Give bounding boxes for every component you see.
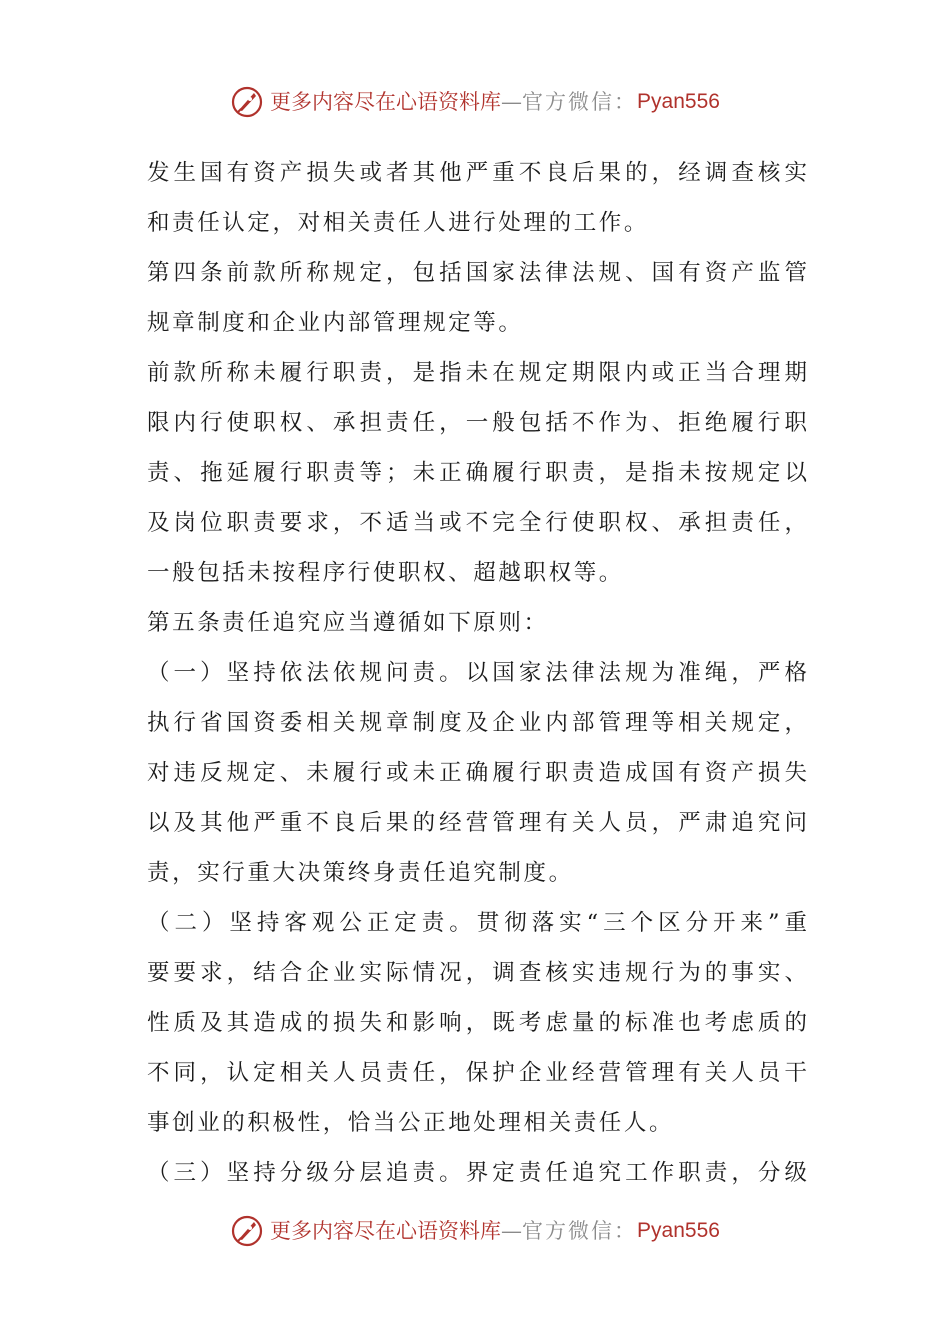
text-line: 限内行使职权、承担责任，一般包括不作为、拒绝履行职 (147, 410, 807, 436)
text-line: （二）坚持客观公正定责。贯彻落实“三个区分开来”重 (147, 910, 807, 936)
watermark-wechat-id: Pyan556 (637, 90, 720, 113)
text-line: 规章制度和企业内部管理规定等。 (147, 310, 524, 336)
document-body (147, 148, 807, 1198)
text-line: 责、拖延履行职责等；未正确履行职责，是指未按规定以 (147, 460, 807, 486)
footer-watermark (0, 1214, 950, 1248)
text-line: 性质及其造成的损失和影响，既考虑量的标准也考虑质的 (147, 1010, 807, 1036)
watermark-wechat-id: Pyan556 (637, 1219, 720, 1242)
watermark-official-label: 官方微信： (522, 1219, 638, 1243)
text-line: 一般包括未按程序行使职权、超越职权等。 (147, 560, 624, 586)
text-line: 对违反规定、未履行或未正确履行职责造成国有资产损失 (147, 760, 807, 786)
text-line: 事创业的积极性，恰当公正地处理相关责任人。 (147, 1110, 675, 1136)
text-line: （三）坚持分级分层追责。界定责任追究工作职责，分级 (147, 1160, 807, 1186)
header-watermark (0, 85, 950, 119)
text-line: 不同，认定相关人员责任，保护企业经营管理有关人员干 (147, 1060, 807, 1086)
text-line: 及岗位职责要求，不适当或不完全行使职权、承担责任， (147, 510, 807, 536)
watermark-official-label: 官方微信： (522, 90, 638, 114)
watermark-dash: — (501, 1219, 523, 1243)
watermark-brand: 更多内容尽在心语资料库 (270, 1219, 502, 1243)
text-line: 第五条责任追究应当遵循如下原则： (147, 610, 549, 636)
text-line: 要要求，结合企业实际情况，调查核实违规行为的事实、 (147, 960, 807, 986)
text-line: 责，实行重大决策终身责任追究制度。 (147, 860, 574, 886)
text-line: （一）坚持依法依规问责。以国家法律法规为准绳，严格 (147, 660, 807, 686)
text-line: 发生国有资产损失或者其他严重不良后果的，经调查核实 (147, 160, 807, 186)
text-line: 和责任认定，对相关责任人进行处理的工作。 (147, 210, 650, 236)
quill-logo-icon (230, 1214, 264, 1248)
watermark-dash: — (501, 90, 523, 114)
text-line: 第四条前款所称规定，包括国家法律法规、国有资产监管 (147, 260, 807, 286)
text-line: 前款所称未履行职责，是指未在规定期限内或正当合理期 (147, 360, 807, 386)
text-line: 执行省国资委相关规章制度及企业内部管理等相关规定， (147, 710, 807, 736)
watermark-brand: 更多内容尽在心语资料库 (270, 90, 502, 114)
text-line: 以及其他严重不良后果的经营管理有关人员，严肃追究问 (147, 810, 807, 836)
quill-logo-icon (230, 85, 264, 119)
